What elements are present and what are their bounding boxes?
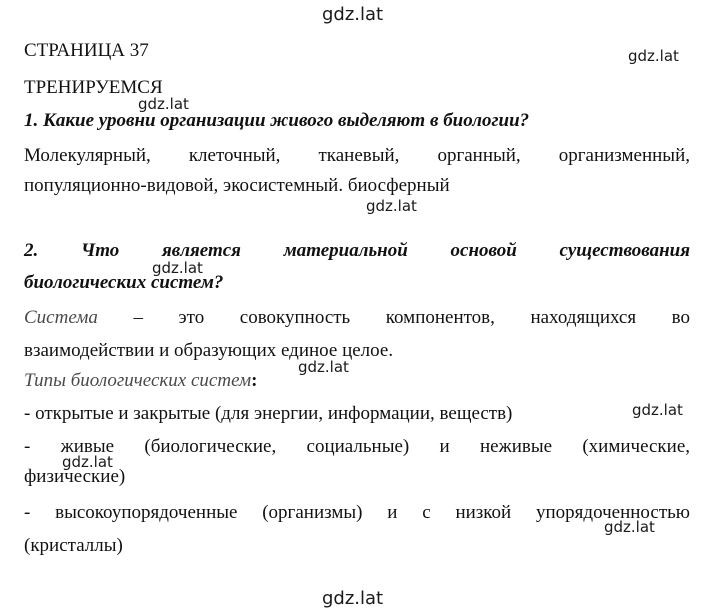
section-heading: ТРЕНИРУЕМСЯ (24, 77, 163, 98)
watermark: gdz.lat (632, 401, 683, 419)
answer-1-line-1: Молекулярный, клеточный, тканевый, органный, организменный, (24, 145, 690, 166)
document-page (24, 0, 690, 615)
types-label: Типы биологических систем (24, 370, 252, 391)
question-2-line-1: 2. Что является материальной основой существования (24, 240, 690, 261)
watermark: gdz.lat (628, 47, 679, 65)
type-item: - открытые и закрытые (для энергии, информации, веществ) (24, 403, 513, 424)
watermark: gdz.lat (322, 588, 384, 609)
types-colon: : (251, 370, 258, 391)
term-system: Система (24, 307, 98, 328)
watermark: gdz.lat (298, 358, 349, 376)
type-item-continued: физические) (24, 466, 126, 487)
definition-line-2: взаимодействии и образующих единое целое. (24, 340, 394, 361)
watermark: gdz.lat (152, 259, 203, 277)
question-1: 1. Какие уровни организации живого выделяют в биологии? (24, 110, 530, 131)
watermark: gdz.lat (366, 197, 417, 215)
watermark: gdz.lat (62, 453, 113, 471)
watermark: gdz.lat (322, 4, 384, 25)
page-heading: СТРАНИЦА 37 (24, 40, 149, 61)
question-2-line-2: биологических систем? (24, 272, 224, 293)
watermark: gdz.lat (138, 95, 189, 113)
type-item: - высокоупорядоченные (организмы) и с низкой упорядоченностью (24, 502, 690, 523)
answer-1-line-2: популяционно-видовой, экосистемный. биосферный (24, 175, 450, 196)
type-item-continued: (кристаллы) (24, 535, 123, 556)
definition-line-1 (24, 307, 690, 329)
definition-text: – это совокупность компонентов, находящихся во (97, 307, 690, 328)
types-heading (24, 370, 258, 392)
watermark: gdz.lat (604, 518, 655, 536)
type-item: - живые (биологические, социальные) и неживые (химические, (24, 436, 690, 457)
